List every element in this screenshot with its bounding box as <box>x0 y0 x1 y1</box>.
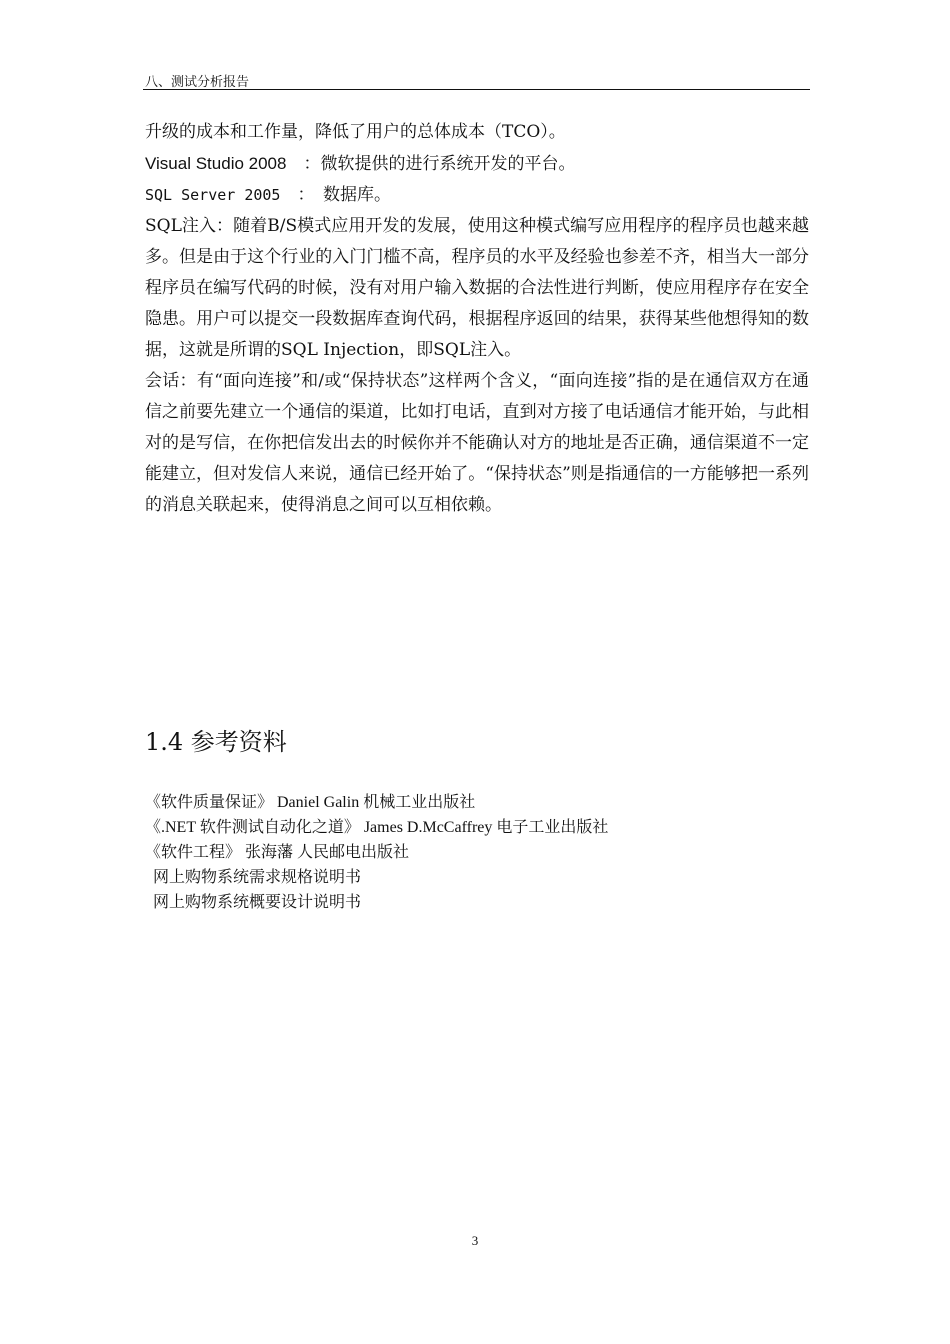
definition-visual-studio: ：微软提供的进行系统开发的平台。 <box>286 154 576 174</box>
running-header: 八、测试分析报告 <box>145 75 250 90</box>
paragraph-visual-studio <box>145 148 809 180</box>
header-divider <box>143 89 810 90</box>
body-content <box>145 117 809 521</box>
term-sql-server: SQL Server 2005 <box>145 186 281 204</box>
paragraph-tco: 升级的成本和工作量，降低了用户的总体成本（TCO）。 <box>145 122 566 142</box>
section-heading-references: 1.4 参考资料 <box>145 728 287 756</box>
reference-item: 《.NET 软件测试自动化之道》 James D.McCaffrey 电子工业出版社 <box>145 819 609 836</box>
paragraph-sql-server <box>145 180 809 211</box>
page-number: 3 <box>471 1233 479 1248</box>
paragraph-sql-injection: SQL注入：随着B/S模式应用开发的发展，使用这种模式编写应用程序的程序员也越来越多。但是由于这个行业的入门门槛不高，程序员的水平及经验也参差不齐，相当大一部分程序员在编写代码的时候，没有对用户输入数据的合法性进行判断，使应用程序存在安全隐患。用户可以提交一段数据库查询代码，根据程序返回的结果，获得某些他想得知的数据，这就是所谓的SQL Injection，即SQL注入。 <box>145 216 809 360</box>
reference-item: 网上购物系统需求规格说明书 <box>153 869 362 886</box>
reference-list <box>145 790 608 915</box>
reference-item: 《软件质量保证》 Daniel Galin 机械工业出版社 <box>145 794 476 811</box>
paragraph-session: 会话：有“面向连接”和/或“保持状态”这样两个含义，“面向连接”指的是在通信双方在通信之前要先建立一个通信的渠道，比如打电话，直到对方接了电话通信才能开始，与此相对的是写信，在你把信发出去的时候你并不能确认对方的地址是否正确，通信渠道不一定能建立，但对发信人来说，通信已经开始了。“保持状态”则是指通信的一方能够把一系列的消息关联起来，使得消息之间可以互相依赖。 <box>145 371 809 515</box>
term-visual-studio: Visual Studio 2008 <box>145 154 287 173</box>
definition-sql-server: ： 数据库。 <box>280 185 391 205</box>
reference-item: 《软件工程》 张海藩 人民邮电出版社 <box>145 844 410 861</box>
reference-item: 网上购物系统概要设计说明书 <box>153 894 362 911</box>
